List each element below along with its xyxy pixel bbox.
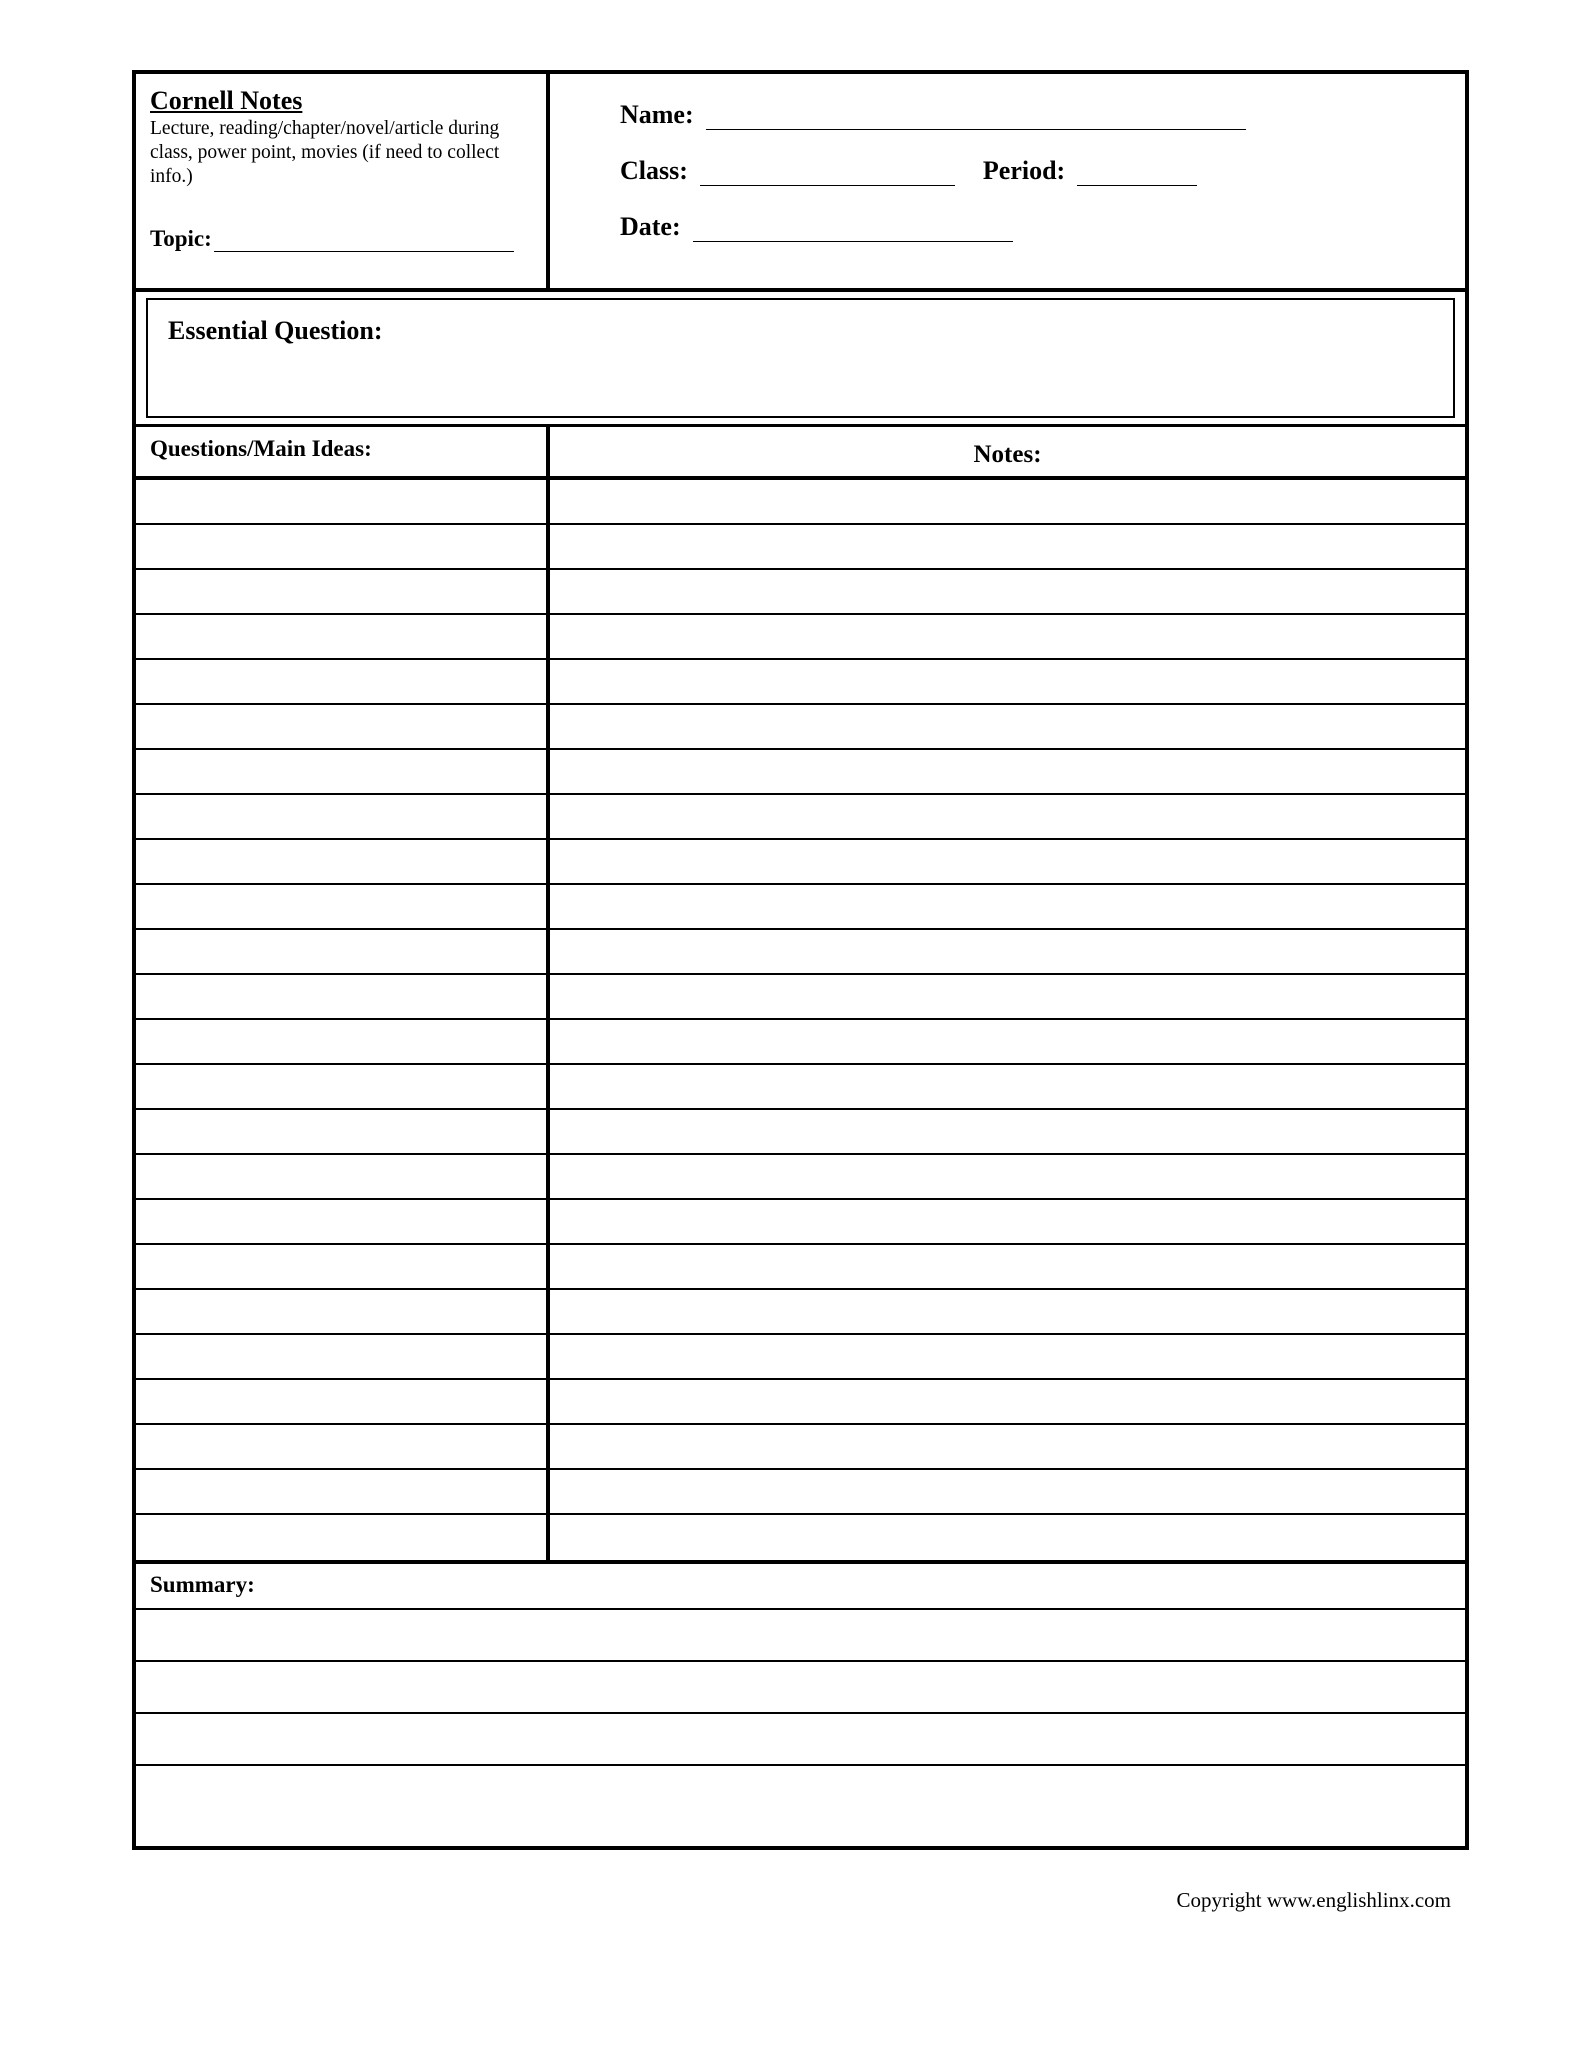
- summary-grid: [136, 1610, 1465, 1818]
- topic-input-line[interactable]: [214, 231, 514, 252]
- note-row[interactable]: [136, 570, 1465, 615]
- note-row[interactable]: [136, 480, 1465, 525]
- question-cell[interactable]: [136, 840, 550, 883]
- note-row[interactable]: [136, 1110, 1465, 1155]
- date-input-line[interactable]: [693, 219, 1013, 242]
- note-row[interactable]: [136, 705, 1465, 750]
- notes-cell[interactable]: [550, 975, 1465, 1018]
- notes-cell[interactable]: [550, 1020, 1465, 1063]
- summary-row[interactable]: [136, 1662, 1465, 1714]
- question-cell[interactable]: [136, 1515, 550, 1560]
- question-cell[interactable]: [136, 1335, 550, 1378]
- question-cell[interactable]: [136, 480, 550, 523]
- notes-cell[interactable]: [550, 525, 1465, 568]
- notes-cell[interactable]: [550, 1245, 1465, 1288]
- summary-row[interactable]: [136, 1766, 1465, 1818]
- notes-column-header: Notes:: [973, 441, 1042, 468]
- question-cell[interactable]: [136, 1290, 550, 1333]
- period-label: Period:: [982, 156, 1066, 185]
- question-cell[interactable]: [136, 885, 550, 928]
- note-row[interactable]: [136, 1380, 1465, 1425]
- notes-cell[interactable]: [550, 615, 1465, 658]
- topic-label: Topic:: [150, 226, 212, 251]
- question-cell[interactable]: [136, 750, 550, 793]
- question-cell[interactable]: [136, 975, 550, 1018]
- summary-row[interactable]: [136, 1610, 1465, 1662]
- question-cell[interactable]: [136, 1380, 550, 1423]
- note-row[interactable]: [136, 885, 1465, 930]
- note-row[interactable]: [136, 660, 1465, 705]
- note-row[interactable]: [136, 525, 1465, 570]
- question-cell[interactable]: [136, 1200, 550, 1243]
- notes-cell[interactable]: [550, 840, 1465, 883]
- note-row[interactable]: [136, 1290, 1465, 1335]
- note-row[interactable]: [136, 1065, 1465, 1110]
- name-input-line[interactable]: [706, 107, 1246, 130]
- question-cell[interactable]: [136, 795, 550, 838]
- header: [136, 74, 1465, 292]
- question-cell[interactable]: [136, 1065, 550, 1108]
- questions-column-header: Questions/Main Ideas:: [136, 427, 550, 476]
- class-input-line[interactable]: [700, 163, 955, 186]
- page-title: Cornell Notes: [150, 86, 303, 115]
- note-row[interactable]: [136, 1155, 1465, 1200]
- question-cell[interactable]: [136, 570, 550, 613]
- period-input-line[interactable]: [1077, 163, 1197, 186]
- note-row[interactable]: [136, 615, 1465, 660]
- notes-cell[interactable]: [550, 750, 1465, 793]
- question-cell[interactable]: [136, 705, 550, 748]
- notes-cell[interactable]: [550, 570, 1465, 613]
- name-field[interactable]: [620, 100, 1465, 130]
- cornell-notes-sheet: [132, 70, 1469, 1850]
- notes-cell[interactable]: [550, 1425, 1465, 1468]
- note-row[interactable]: [136, 795, 1465, 840]
- question-cell[interactable]: [136, 660, 550, 703]
- essential-question-label: Essential Question:: [168, 316, 383, 345]
- header-fields-block: [550, 74, 1465, 288]
- question-cell[interactable]: [136, 1110, 550, 1153]
- notes-cell[interactable]: [550, 1515, 1465, 1560]
- notes-grid: [136, 480, 1465, 1564]
- page-subtitle: Lecture, reading/chapter/novel/article during class, power point, movies (if need to collect info.): [150, 118, 500, 187]
- notes-cell[interactable]: [550, 1110, 1465, 1153]
- question-cell[interactable]: [136, 930, 550, 973]
- copyright-footer: Copyright www.englishlinx.com: [1176, 1888, 1451, 1912]
- notes-cell[interactable]: [550, 1290, 1465, 1333]
- note-row[interactable]: [136, 750, 1465, 795]
- column-headers: [136, 424, 1465, 480]
- notes-cell[interactable]: [550, 1380, 1465, 1423]
- note-row[interactable]: [136, 1245, 1465, 1290]
- question-cell[interactable]: [136, 1470, 550, 1513]
- question-cell[interactable]: [136, 1020, 550, 1063]
- notes-cell[interactable]: [550, 1335, 1465, 1378]
- notes-cell[interactable]: [550, 480, 1465, 523]
- notes-cell[interactable]: [550, 705, 1465, 748]
- notes-cell[interactable]: [550, 1470, 1465, 1513]
- notes-cell[interactable]: [550, 660, 1465, 703]
- notes-cell[interactable]: [550, 1200, 1465, 1243]
- question-cell[interactable]: [136, 1155, 550, 1198]
- note-row[interactable]: [136, 1335, 1465, 1380]
- note-row[interactable]: [136, 1470, 1465, 1515]
- note-row[interactable]: [136, 1020, 1465, 1065]
- date-field[interactable]: [620, 212, 1465, 242]
- note-row[interactable]: [136, 975, 1465, 1020]
- summary-row[interactable]: [136, 1714, 1465, 1766]
- notes-cell[interactable]: [550, 1155, 1465, 1198]
- notes-cell[interactable]: [550, 795, 1465, 838]
- essential-question-box[interactable]: [146, 298, 1455, 418]
- class-period-field[interactable]: [620, 156, 1465, 186]
- question-cell[interactable]: [136, 1425, 550, 1468]
- date-label: Date:: [620, 212, 681, 241]
- name-label: Name:: [620, 100, 694, 129]
- header-title-block: [136, 74, 550, 288]
- question-cell[interactable]: [136, 1245, 550, 1288]
- class-label: Class:: [620, 156, 688, 185]
- question-cell[interactable]: [136, 525, 550, 568]
- notes-cell[interactable]: [550, 1065, 1465, 1108]
- note-row[interactable]: [136, 930, 1465, 975]
- note-row[interactable]: [136, 1515, 1465, 1560]
- notes-cell[interactable]: [550, 885, 1465, 928]
- essential-question-section: [136, 292, 1465, 424]
- topic-field[interactable]: [150, 226, 514, 252]
- note-row[interactable]: [136, 1200, 1465, 1245]
- summary-label: Summary:: [136, 1564, 1465, 1610]
- note-row[interactable]: [136, 840, 1465, 885]
- question-cell[interactable]: [136, 615, 550, 658]
- note-row[interactable]: [136, 1425, 1465, 1470]
- notes-cell[interactable]: [550, 930, 1465, 973]
